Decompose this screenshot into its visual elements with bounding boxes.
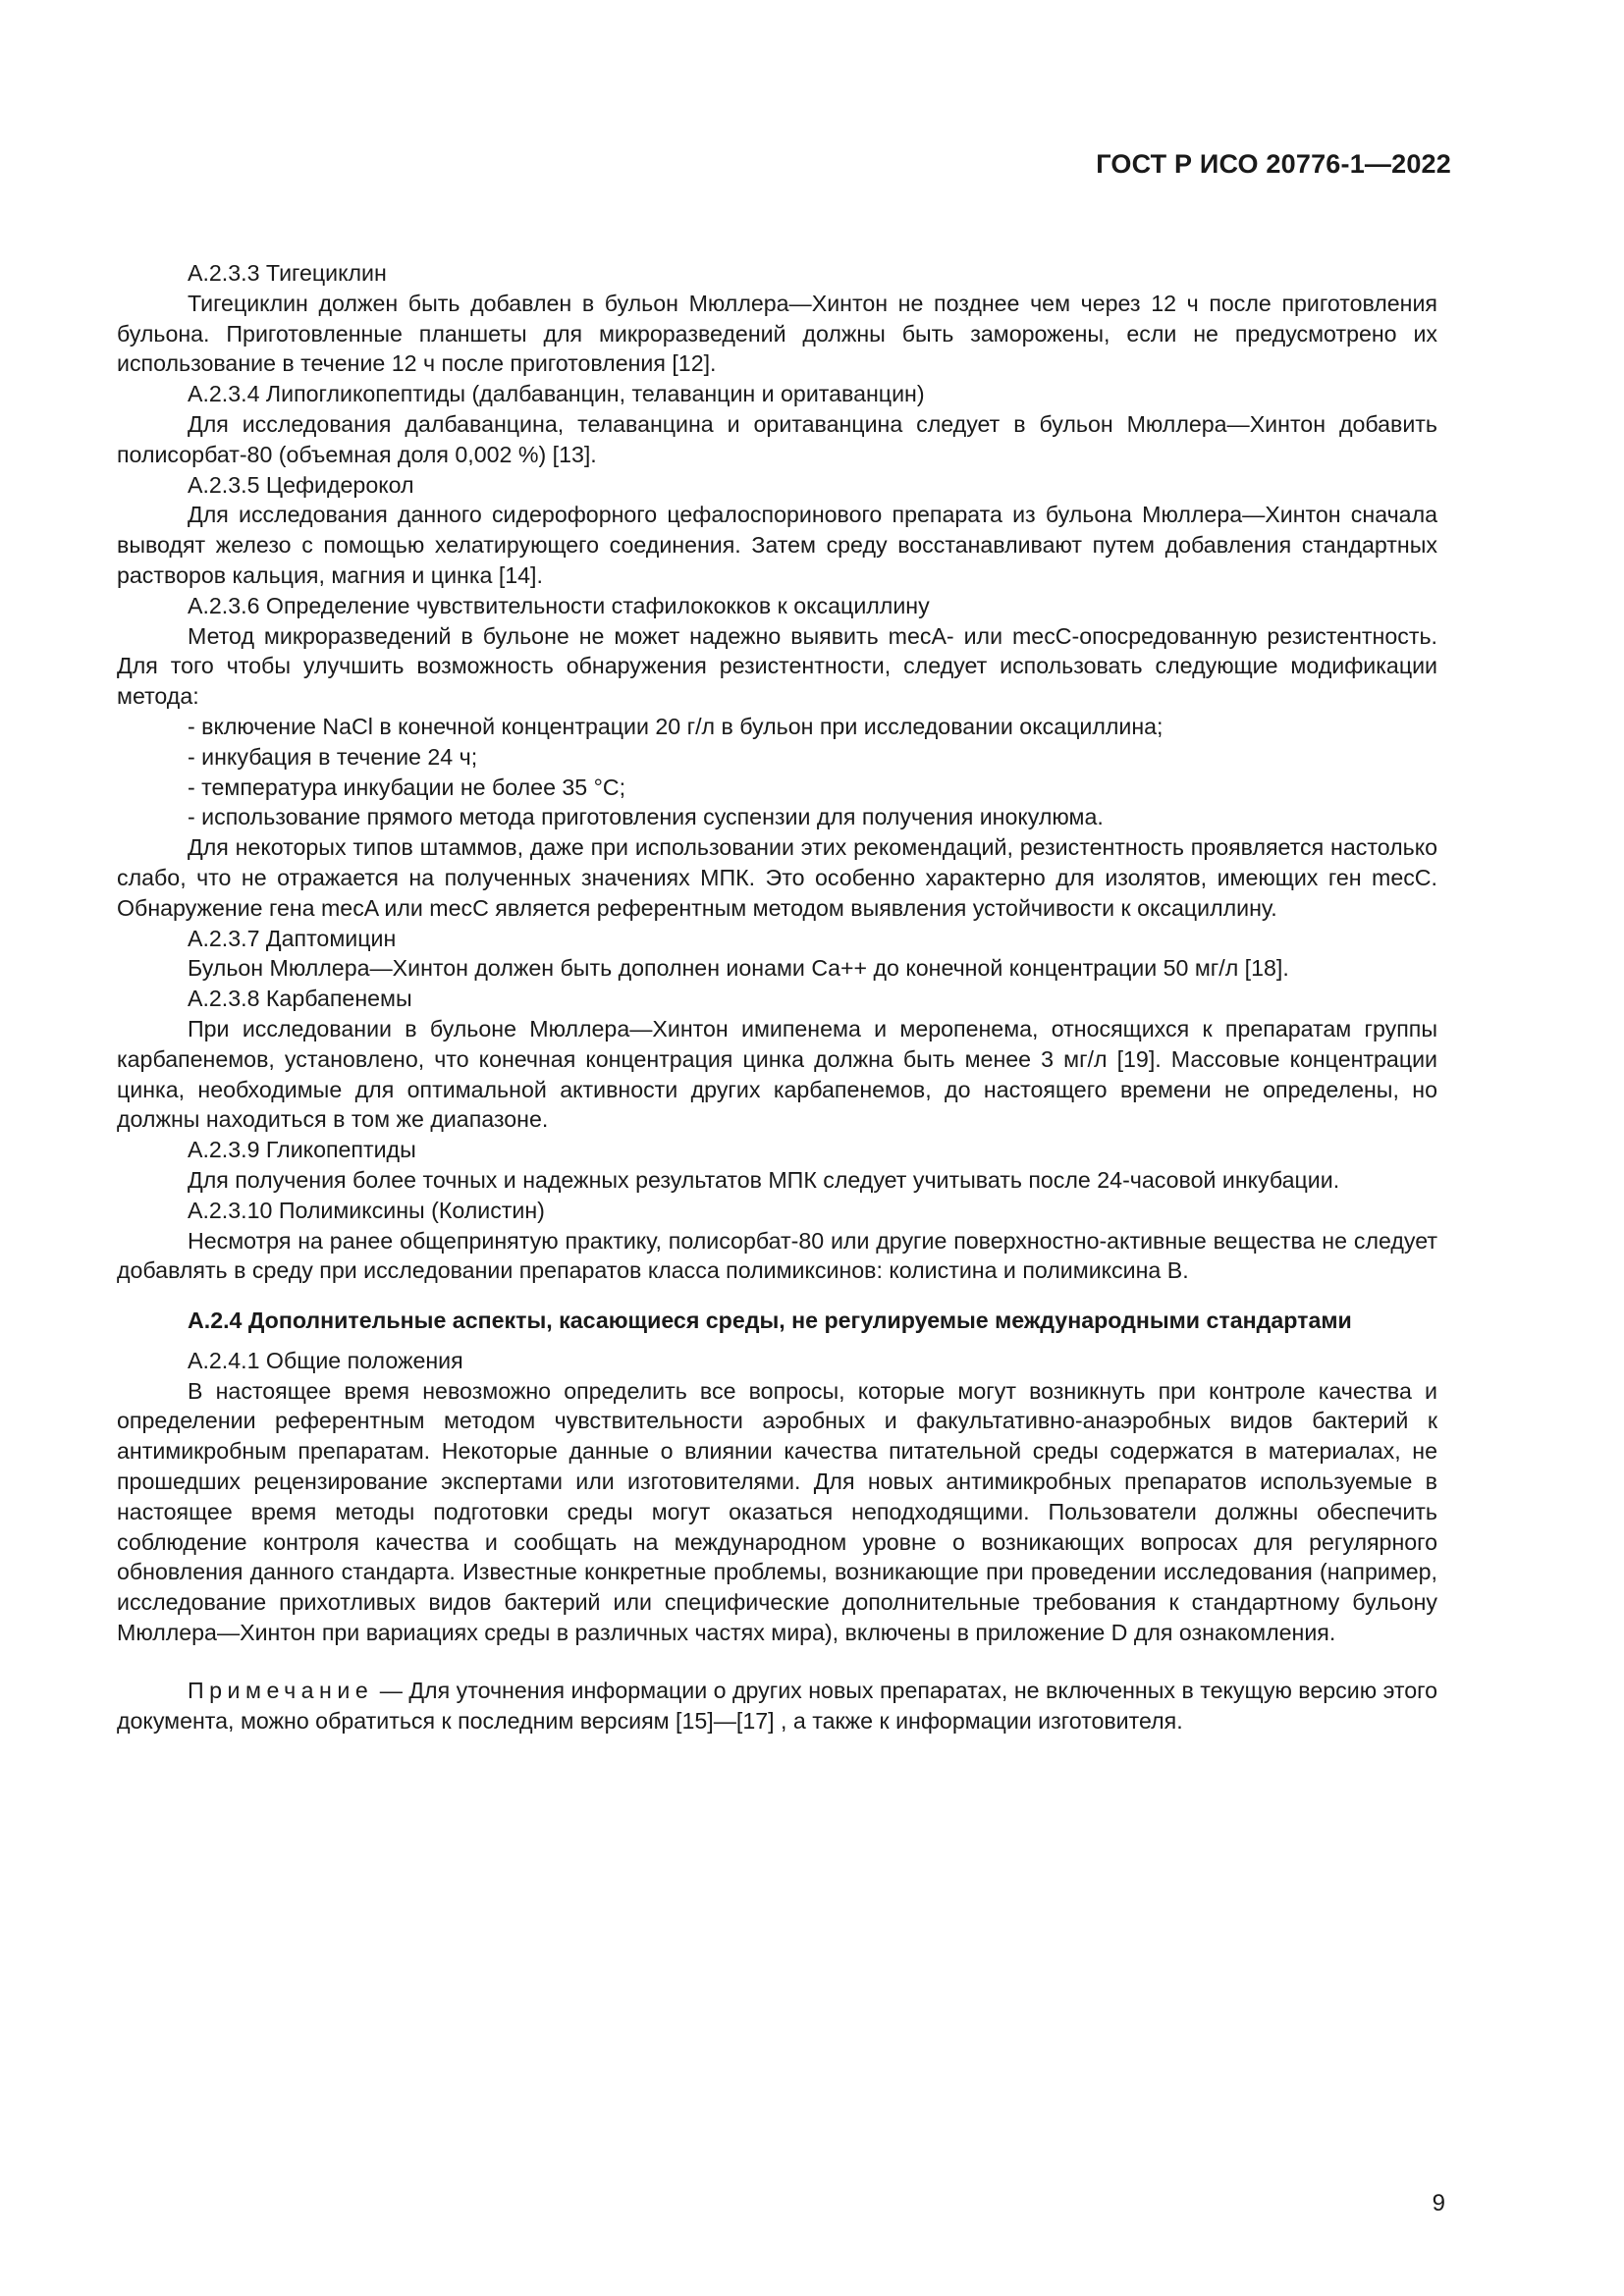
- document-code: ГОСТ Р ИСО 20776-1—2022: [1096, 149, 1451, 179]
- section-heading: А.2.3.3 Тигециклин: [188, 260, 387, 286]
- body-paragraph: Метод микроразведений в бульоне не может надежно выявить mecA- или mecC-опосредованную резистентность. Для того чтобы улучшить возможность обнаружения резистентности, следует использовать следующие модификации метода:: [117, 622, 1437, 710]
- section-heading: А.2.3.7 Даптомицин: [188, 925, 397, 951]
- subsection-title: А.2.4 Дополнительные аспекты, касающиеся среды, не регулируемые международными стандартами: [188, 1308, 1352, 1334]
- section-heading: А.2.3.9 Гликопептиды: [188, 1137, 416, 1163]
- note-paragraph: [117, 1676, 1437, 1736]
- list-item: - включение NaCl в конечной концентрации 20 г/л в бульон при исследовании оксациллина;: [117, 712, 1437, 742]
- body-paragraph: При исследовании в бульоне Мюллера—Хинтон имипенема и меропенема, относящихся к препаратам группы карбапенемов, установлено, что конечная концентрация цинка должна быть менее 3 мг/л [19]. Массовые концентрации цинка, необходимые для оптимальной активности других карбапенемов, до настоящего времени не определены, но должны находиться в том же диапазоне.: [117, 1015, 1437, 1133]
- section-heading: А.2.3.8 Карбапенемы: [188, 986, 412, 1012]
- body-paragraph: Для некоторых типов штаммов, даже при использовании этих рекомендаций, резистентность проявляется настолько слабо, что не отражается на полученных значениях МПК. Это особенно характерно для изолятов, имеющих ген mecC. Обнаружение гена mecA или mecC является референтным методом выявления устойчивости к оксациллину.: [117, 834, 1437, 921]
- list-item: - использование прямого метода приготовления суспензии для получения инокулюма.: [117, 802, 1437, 832]
- section-heading: А.2.4.1 Общие положения: [188, 1347, 463, 1373]
- body-paragraph: Бульон Мюллера—Хинтон должен быть дополнен ионами Ca++ до конечной концентрации 50 мг/л [18].: [188, 955, 1289, 982]
- body-paragraph: Тигециклин должен быть добавлен в бульон Мюллера—Хинтон не позднее чем через 12 ч после приготовления бульона. Приготовленные планшеты для микроразведений должны быть заморожены, если не предусмотрено их использование в течение 12 ч после приготовления [12].: [117, 290, 1437, 377]
- section-heading: А.2.3.6 Определение чувствительности стафилококков к оксациллину: [188, 592, 930, 618]
- body-paragraph: Для исследования данного сидерофорного цефалоспоринового препарата из бульона Мюллера—Хинтон сначала выводят железо с помощью хелатирующего соединения. Затем среду восстанавливают путем добавления стандартных растворов кальция, магния и цинка [14].: [117, 502, 1437, 588]
- body-paragraph: Для исследования далбаванцина, телаванцина и оритаванцина следует в бульон Мюллера—Хинтон добавить полисорбат-80 (объемная доля 0,002 %) [13].: [117, 410, 1437, 467]
- list-item: - температура инкубации не более 35 °C;: [117, 773, 1437, 803]
- section-heading: А.2.3.5 Цефидерокол: [188, 471, 414, 498]
- note-text: — Для уточнения информации о других новых препаратах, не включенных в текущую версию этого документа, можно обратиться к последним версиям [15]—[17] , а также к информации изготовителя.: [117, 1677, 1437, 1734]
- page-number: 9: [1432, 2190, 1445, 2216]
- section-heading: А.2.3.10 Полимиксины (Колистин): [188, 1197, 545, 1223]
- body-paragraph: В настоящее время невозможно определить все вопросы, которые могут возникнуть при контроле качества и определении референтным методом чувствительности аэробных и факультативно-анаэробных видов бактерий к антимикробным препаратам. Некоторые данные о влиянии качества питательной среды содержатся в материалах, не прошедших рецензирование экспертами или изготовителями. Для новых антимикробных препаратов используемые в настоящее время методы подготовки среды могут оказаться неподходящими. Пользователи должны обеспечить соблюдение контроля качества и сообщать на международном уровне о возникающих вопросах для регулярного обновления данного стандарта. Известные конкретные проблемы, возникающие при проведении исследования (например, исследование прихотливых видов бактерий или специфические дополнительные требования к стандартному бульону Мюллера—Хинтон при вариациях среды в различных частях мира), включены в приложение D для ознакомления.: [117, 1377, 1437, 1646]
- body-paragraph: Несмотря на ранее общепринятую практику, полисорбат-80 или другие поверхностно-активные вещества не следует добавлять в среду при исследовании препаратов класса полимиксинов: колистина и полимиксина B.: [117, 1227, 1437, 1284]
- note-label: Примечание: [188, 1677, 374, 1703]
- list-item: - инкубация в течение 24 ч;: [117, 742, 1437, 773]
- document-body: [117, 258, 1437, 1735]
- body-paragraph: Для получения более точных и надежных результатов МПК следует учитывать после 24-часовой инкубации.: [188, 1166, 1340, 1193]
- section-heading: А.2.3.4 Липогликопептиды (далбаванцин, телаванцин и оритаванцин): [188, 381, 925, 407]
